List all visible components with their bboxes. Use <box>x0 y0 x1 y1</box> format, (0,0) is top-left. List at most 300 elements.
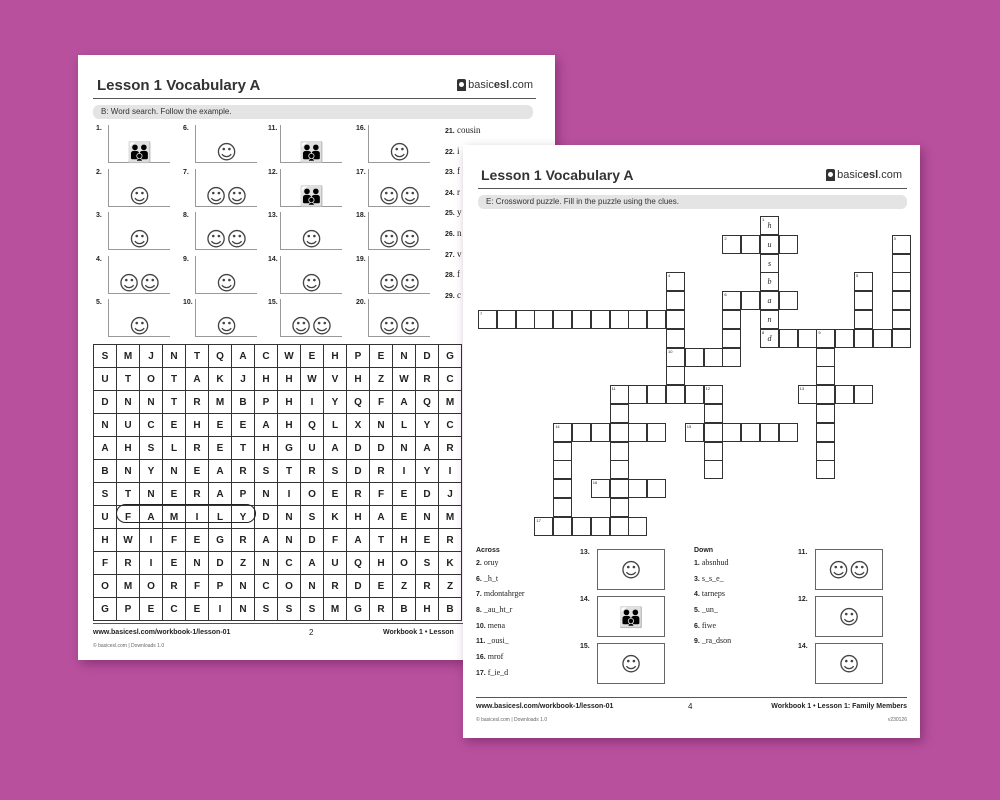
crossword-cell[interactable] <box>628 310 647 329</box>
word-search-cell[interactable]: S <box>94 483 117 506</box>
crossword-cell[interactable] <box>779 329 798 348</box>
word-search-cell[interactable]: F <box>163 529 186 552</box>
word-search-cell[interactable]: A <box>140 506 163 529</box>
crossword-cell[interactable] <box>591 423 610 442</box>
crossword-cell[interactable] <box>534 517 553 536</box>
word-search-cell[interactable]: A <box>186 368 209 391</box>
footer-url[interactable]: www.basicesl.com/workbook-1/lesson-01 <box>93 629 231 636</box>
word-search-cell[interactable]: N <box>393 345 416 368</box>
word-search-cell[interactable]: D <box>347 575 370 598</box>
crossword-cell[interactable] <box>553 460 572 479</box>
word-search-cell[interactable]: P <box>347 345 370 368</box>
word-search-cell[interactable]: P <box>117 598 140 621</box>
crossword-cell[interactable] <box>816 442 835 461</box>
word-search-cell[interactable]: A <box>416 437 439 460</box>
word-search-cell[interactable]: N <box>140 483 163 506</box>
crossword-cell[interactable] <box>553 517 572 536</box>
word-search-cell[interactable]: N <box>140 391 163 414</box>
word-search-cell[interactable]: O <box>278 575 301 598</box>
crossword-cell[interactable] <box>628 517 647 536</box>
crossword-cell[interactable] <box>534 310 553 329</box>
word-search-cell[interactable]: C <box>163 598 186 621</box>
word-search-cell[interactable]: A <box>94 437 117 460</box>
word-search-cell[interactable]: E <box>163 552 186 575</box>
crossword-cell[interactable] <box>816 404 835 423</box>
word-search-cell[interactable]: D <box>416 483 439 506</box>
word-search-cell[interactable]: U <box>324 552 347 575</box>
crossword-cell[interactable] <box>816 366 835 385</box>
word-search-cell[interactable]: A <box>232 345 255 368</box>
word-search-cell[interactable]: N <box>163 345 186 368</box>
crossword-cell[interactable] <box>610 442 629 461</box>
word-search-cell[interactable]: J <box>439 483 462 506</box>
word-search-cell[interactable]: R <box>186 483 209 506</box>
crossword-cell[interactable] <box>610 517 629 536</box>
word-search-cell[interactable]: A <box>370 506 393 529</box>
word-search-cell[interactable]: T <box>370 529 393 552</box>
crossword-cell[interactable] <box>816 348 835 367</box>
crossword-cell[interactable] <box>741 291 760 310</box>
word-search-cell[interactable]: O <box>393 552 416 575</box>
word-search-cell[interactable]: W <box>301 368 324 391</box>
crossword-cell[interactable] <box>704 404 723 423</box>
word-search-cell[interactable]: E <box>140 598 163 621</box>
word-search-cell[interactable]: Q <box>416 391 439 414</box>
word-search-cell[interactable]: R <box>439 437 462 460</box>
crossword-cell[interactable] <box>553 423 572 442</box>
word-search-cell[interactable]: V <box>324 368 347 391</box>
word-search-cell[interactable]: W <box>393 368 416 391</box>
crossword-cell[interactable] <box>722 310 741 329</box>
crossword-cell[interactable] <box>704 348 723 367</box>
crossword-cell[interactable] <box>816 460 835 479</box>
crossword-cell[interactable] <box>892 329 911 348</box>
crossword-cell[interactable] <box>666 272 685 291</box>
word-search-cell[interactable]: R <box>186 391 209 414</box>
word-search-cell[interactable]: P <box>255 391 278 414</box>
word-search-cell[interactable]: Z <box>439 575 462 598</box>
word-search-cell[interactable]: D <box>416 345 439 368</box>
word-search-cell[interactable]: S <box>301 598 324 621</box>
word-search-cell[interactable]: L <box>393 414 416 437</box>
crossword-cell[interactable] <box>854 310 873 329</box>
word-search-cell[interactable]: D <box>347 460 370 483</box>
word-search-cell[interactable]: R <box>232 529 255 552</box>
word-search-cell[interactable]: G <box>439 345 462 368</box>
crossword-cell[interactable] <box>666 385 685 404</box>
crossword-cell[interactable] <box>553 310 572 329</box>
picture-frame <box>195 212 257 250</box>
word-search-cell[interactable]: B <box>94 460 117 483</box>
word-search-cell[interactable]: I <box>140 529 163 552</box>
crossword-cell[interactable] <box>760 291 779 310</box>
crossword-cell[interactable] <box>666 329 685 348</box>
word-search-cell[interactable]: E <box>186 598 209 621</box>
word-search-cell[interactable]: Y <box>324 391 347 414</box>
word-search-cell[interactable]: R <box>370 460 393 483</box>
word-search-cell[interactable]: Q <box>347 391 370 414</box>
word-search-cell[interactable]: M <box>117 575 140 598</box>
word-search-cell[interactable]: S <box>301 506 324 529</box>
crossword-cell[interactable] <box>704 442 723 461</box>
word-search-cell[interactable]: C <box>255 345 278 368</box>
word-search-cell[interactable]: I <box>301 391 324 414</box>
word-search-cell[interactable]: Y <box>416 414 439 437</box>
word-search-cell[interactable]: E <box>393 483 416 506</box>
word-search-cell[interactable]: C <box>140 414 163 437</box>
word-search-cell[interactable]: N <box>278 529 301 552</box>
word-search-cell[interactable]: Y <box>232 506 255 529</box>
crossword-cell[interactable] <box>722 329 741 348</box>
crossword-cell[interactable] <box>873 329 892 348</box>
word-search-cell[interactable]: H <box>255 368 278 391</box>
word-search-cell[interactable]: I <box>186 506 209 529</box>
word-search-cell[interactable]: A <box>255 414 278 437</box>
word-search-cell[interactable]: S <box>278 598 301 621</box>
word-search-cell[interactable]: H <box>117 437 140 460</box>
word-search-cell[interactable]: D <box>209 552 232 575</box>
word-search-cell[interactable]: N <box>416 506 439 529</box>
word-search-cell[interactable]: G <box>347 598 370 621</box>
word-search-cell[interactable]: S <box>255 598 278 621</box>
word-search-cell[interactable]: F <box>370 391 393 414</box>
crossword-cell[interactable] <box>666 348 685 367</box>
word-search-cell[interactable]: D <box>301 529 324 552</box>
crossword-cell[interactable] <box>741 235 760 254</box>
word-search-cell[interactable]: I <box>140 552 163 575</box>
crossword-cell[interactable] <box>610 423 629 442</box>
crossword-cell[interactable] <box>854 385 873 404</box>
word-search-cell[interactable]: A <box>209 483 232 506</box>
word-search-cell[interactable]: L <box>163 437 186 460</box>
word-search-cell[interactable]: B <box>232 391 255 414</box>
word-search-cell[interactable]: M <box>439 391 462 414</box>
picture-number: 5. <box>96 299 102 306</box>
word-search-cell[interactable]: C <box>439 368 462 391</box>
word-search-cell[interactable]: T <box>278 460 301 483</box>
word-search-cell[interactable]: Q <box>209 345 232 368</box>
word-search-cell[interactable]: T <box>163 368 186 391</box>
crossword-cell[interactable] <box>816 385 835 404</box>
word-search-cell[interactable]: F <box>324 529 347 552</box>
word-search-cell[interactable]: T <box>186 345 209 368</box>
word-search-cell[interactable]: O <box>301 483 324 506</box>
word-search-cell[interactable]: C <box>439 414 462 437</box>
word-search-cell[interactable]: N <box>163 460 186 483</box>
crossword-cell[interactable] <box>798 385 817 404</box>
crossword-cell[interactable] <box>760 310 779 329</box>
word-search-cell[interactable]: R <box>163 575 186 598</box>
crossword-cell[interactable] <box>760 329 779 348</box>
crossword-cell[interactable] <box>835 385 854 404</box>
footer-url[interactable]: www.basicesl.com/workbook-1/lesson-01 <box>476 703 614 710</box>
crossword-cell[interactable] <box>666 310 685 329</box>
word-search-cell[interactable]: Z <box>370 368 393 391</box>
crossword-cell[interactable] <box>798 329 817 348</box>
word-search-cell[interactable]: N <box>301 575 324 598</box>
word-search-cell[interactable]: Y <box>416 460 439 483</box>
word-search-cell[interactable]: E <box>416 529 439 552</box>
word-search-cell[interactable]: R <box>232 460 255 483</box>
word-search-cell[interactable]: N <box>186 552 209 575</box>
word-search-cell[interactable]: E <box>186 460 209 483</box>
crossword-cell[interactable] <box>572 517 591 536</box>
word-search-cell[interactable]: R <box>301 460 324 483</box>
word-search-cell[interactable]: U <box>94 506 117 529</box>
crossword-cell[interactable] <box>685 348 704 367</box>
word-search-cell[interactable]: R <box>416 575 439 598</box>
word-search-cell[interactable]: R <box>416 368 439 391</box>
crossword-cell[interactable] <box>591 310 610 329</box>
word-search-cell[interactable]: G <box>278 437 301 460</box>
word-search-cell[interactable]: Z <box>232 552 255 575</box>
word-search-cell[interactable]: C <box>255 575 278 598</box>
crossword-cell[interactable] <box>666 291 685 310</box>
picture-item <box>268 212 348 250</box>
crossword-cell[interactable] <box>478 310 497 329</box>
across-clue: 17. f_ie_d <box>476 667 509 677</box>
crossword-cell[interactable] <box>835 329 854 348</box>
word-search-cell[interactable]: M <box>439 506 462 529</box>
word-search-cell[interactable]: E <box>163 414 186 437</box>
crossword-cell[interactable] <box>722 348 741 367</box>
word-search-cell[interactable]: H <box>347 368 370 391</box>
picture-frame <box>368 212 430 250</box>
word-search-cell[interactable]: U <box>94 368 117 391</box>
word-search-cell[interactable]: A <box>393 391 416 414</box>
word-search-cell[interactable]: M <box>117 345 140 368</box>
crossword-cell[interactable] <box>816 423 835 442</box>
crossword-cell[interactable] <box>685 423 704 442</box>
word-search-cell[interactable]: N <box>278 506 301 529</box>
word-search-cell[interactable]: H <box>278 414 301 437</box>
crossword-cell[interactable] <box>610 460 629 479</box>
word-search-cell[interactable]: S <box>416 552 439 575</box>
crossword-cell[interactable] <box>591 517 610 536</box>
word-search-cell[interactable]: O <box>140 575 163 598</box>
word-search-cell[interactable]: E <box>370 575 393 598</box>
crossword-cell[interactable] <box>722 235 741 254</box>
word-search-cell[interactable]: W <box>278 345 301 368</box>
word-search-cell[interactable]: N <box>117 460 140 483</box>
crossword-cell[interactable] <box>647 423 666 442</box>
crossword-cell[interactable] <box>647 385 666 404</box>
word-search-cell[interactable]: I <box>278 483 301 506</box>
word-search-cell[interactable]: O <box>94 575 117 598</box>
crossword-cell[interactable] <box>760 423 779 442</box>
crossword-cell[interactable] <box>628 385 647 404</box>
word-search-cell[interactable]: S <box>324 460 347 483</box>
word-search-cell[interactable]: E <box>209 437 232 460</box>
crossword-cell[interactable] <box>628 423 647 442</box>
word-search-cell[interactable]: N <box>117 391 140 414</box>
word-search-cell[interactable]: L <box>324 414 347 437</box>
word-search-cell[interactable]: R <box>324 575 347 598</box>
word-search-cell[interactable]: H <box>370 552 393 575</box>
word-search-cell[interactable]: F <box>94 552 117 575</box>
word-search-cell[interactable]: A <box>347 529 370 552</box>
word-search-cell[interactable]: E <box>324 483 347 506</box>
word-search-cell[interactable]: L <box>209 506 232 529</box>
word-search-cell[interactable]: D <box>370 437 393 460</box>
word-search-cell[interactable]: P <box>232 483 255 506</box>
word-search-cell[interactable]: P <box>209 575 232 598</box>
word-search-cell[interactable]: H <box>255 437 278 460</box>
word-search-cell[interactable]: D <box>347 437 370 460</box>
crossword-cell[interactable] <box>610 404 629 423</box>
word-search-cell[interactable]: Y <box>140 460 163 483</box>
crossword-cell[interactable] <box>685 385 704 404</box>
crossword-cell[interactable] <box>647 310 666 329</box>
word-search-cell[interactable]: E <box>209 414 232 437</box>
word-search-cell[interactable]: U <box>301 437 324 460</box>
word-search-cell[interactable]: N <box>255 552 278 575</box>
word-search-cell[interactable]: U <box>117 414 140 437</box>
word-search-cell[interactable]: H <box>324 345 347 368</box>
mother-child-icon: ☺☺ <box>290 314 333 338</box>
word-search-cell[interactable]: M <box>209 391 232 414</box>
word-search-cell[interactable]: A <box>324 437 347 460</box>
word-search-cell[interactable]: M <box>163 506 186 529</box>
word-search-cell[interactable]: D <box>255 506 278 529</box>
picture-frame <box>108 256 170 294</box>
word-search-cell[interactable]: E <box>186 529 209 552</box>
word-search-cell[interactable]: N <box>232 575 255 598</box>
word-search-cell[interactable]: W <box>117 529 140 552</box>
crossword-cell[interactable] <box>892 310 911 329</box>
crossword-cell[interactable] <box>892 235 911 254</box>
crossword-cell[interactable] <box>553 498 572 517</box>
word-search-cell[interactable]: K <box>439 552 462 575</box>
word-search-cell[interactable]: F <box>186 575 209 598</box>
crossword-cell[interactable] <box>741 423 760 442</box>
word-search-cell[interactable]: E <box>301 345 324 368</box>
word-search-cell[interactable]: O <box>140 368 163 391</box>
word-search-cell[interactable]: I <box>393 460 416 483</box>
word-search-cell[interactable]: Z <box>393 575 416 598</box>
crossword-cell[interactable] <box>610 498 629 517</box>
word-search-cell[interactable]: B <box>439 598 462 621</box>
crossword-cell[interactable] <box>553 479 572 498</box>
word-search-cell[interactable]: C <box>278 552 301 575</box>
word-search-cell[interactable]: R <box>439 529 462 552</box>
word-search-cell[interactable]: A <box>255 529 278 552</box>
crossword-cell[interactable] <box>760 254 779 273</box>
word-search-cell[interactable]: Q <box>301 414 324 437</box>
crossword-cell[interactable] <box>647 479 666 498</box>
word-search-cell[interactable]: T <box>232 437 255 460</box>
crossword-cell[interactable] <box>892 254 911 273</box>
crossword-cell[interactable] <box>760 235 779 254</box>
word-search-cell[interactable]: I <box>439 460 462 483</box>
word-search-cell[interactable]: N <box>255 483 278 506</box>
crossword-cell[interactable] <box>854 329 873 348</box>
word-search-cell[interactable]: H <box>278 391 301 414</box>
word-search-cell[interactable]: H <box>416 598 439 621</box>
down-clue: 9. _ra_dson <box>694 636 732 646</box>
word-search-cell[interactable]: E <box>232 414 255 437</box>
crossword-cell[interactable] <box>816 329 835 348</box>
crossword-cell[interactable] <box>779 291 798 310</box>
crossword-cell[interactable] <box>666 366 685 385</box>
crossword-cell[interactable] <box>572 423 591 442</box>
crossword-cell[interactable] <box>892 291 911 310</box>
word-search-cell[interactable]: R <box>186 437 209 460</box>
crossword-cell[interactable] <box>610 310 629 329</box>
word-search-cell[interactable]: R <box>347 483 370 506</box>
crossword-cell[interactable] <box>722 423 741 442</box>
word-search-cell[interactable]: D <box>94 391 117 414</box>
crossword-cell[interactable] <box>704 423 723 442</box>
word-search-cell[interactable]: I <box>209 598 232 621</box>
word-search-cell[interactable]: R <box>370 598 393 621</box>
word-search-cell[interactable]: S <box>255 460 278 483</box>
word-search-cell[interactable]: F <box>370 483 393 506</box>
word-search-cell[interactable]: F <box>117 506 140 529</box>
crossword-cell[interactable] <box>572 310 591 329</box>
word-search-cell[interactable]: E <box>370 345 393 368</box>
crossword-cell[interactable] <box>516 310 535 329</box>
word-search-cell[interactable]: Q <box>347 552 370 575</box>
word-search-cell[interactable]: T <box>163 391 186 414</box>
word-search-cell[interactable]: K <box>209 368 232 391</box>
word-search-cell[interactable]: N <box>370 414 393 437</box>
word-search-cell[interactable]: H <box>186 414 209 437</box>
word-search-cell[interactable]: K <box>324 506 347 529</box>
word-search-cell[interactable]: J <box>232 368 255 391</box>
crossword-cell[interactable] <box>704 385 723 404</box>
word-search-cell[interactable]: A <box>209 460 232 483</box>
word-search-cell[interactable]: N <box>393 437 416 460</box>
word-search-cell[interactable]: G <box>94 598 117 621</box>
crossword-cell[interactable] <box>628 479 647 498</box>
crossword-cell[interactable] <box>779 423 798 442</box>
crossword-cell[interactable] <box>497 310 516 329</box>
word-search-cell[interactable]: A <box>301 552 324 575</box>
word-search-cell[interactable]: X <box>347 414 370 437</box>
crossword-cell[interactable] <box>722 291 741 310</box>
word-search-cell[interactable]: N <box>232 598 255 621</box>
word-search-cell[interactable]: H <box>347 506 370 529</box>
word-search-cell[interactable]: G <box>209 529 232 552</box>
word-search-cell[interactable]: S <box>140 437 163 460</box>
crossword-cell[interactable] <box>760 216 779 235</box>
word-search-cell[interactable]: R <box>117 552 140 575</box>
word-search-cell[interactable]: S <box>94 345 117 368</box>
crossword-cell[interactable] <box>591 479 610 498</box>
crossword-cell[interactable] <box>610 479 629 498</box>
crossword-cell[interactable] <box>760 272 779 291</box>
crossword-cell[interactable] <box>779 235 798 254</box>
word-search-cell[interactable]: N <box>94 414 117 437</box>
word-search-cell[interactable]: H <box>393 529 416 552</box>
crossword-cell[interactable] <box>892 272 911 291</box>
word-search-cell[interactable]: M <box>324 598 347 621</box>
crossword-cell[interactable] <box>704 460 723 479</box>
crossword-cell[interactable] <box>610 385 629 404</box>
word-search-cell[interactable]: T <box>117 368 140 391</box>
crossword-cell[interactable] <box>553 442 572 461</box>
word-search-cell[interactable]: H <box>278 368 301 391</box>
word-search-cell[interactable]: B <box>393 598 416 621</box>
crossword-cell[interactable] <box>854 291 873 310</box>
word-search-cell[interactable]: J <box>140 345 163 368</box>
word-search-cell[interactable]: T <box>117 483 140 506</box>
word-search-cell[interactable]: H <box>94 529 117 552</box>
crossword-cell[interactable] <box>854 272 873 291</box>
word-search-cell[interactable]: E <box>163 483 186 506</box>
word-search-cell[interactable]: E <box>393 506 416 529</box>
